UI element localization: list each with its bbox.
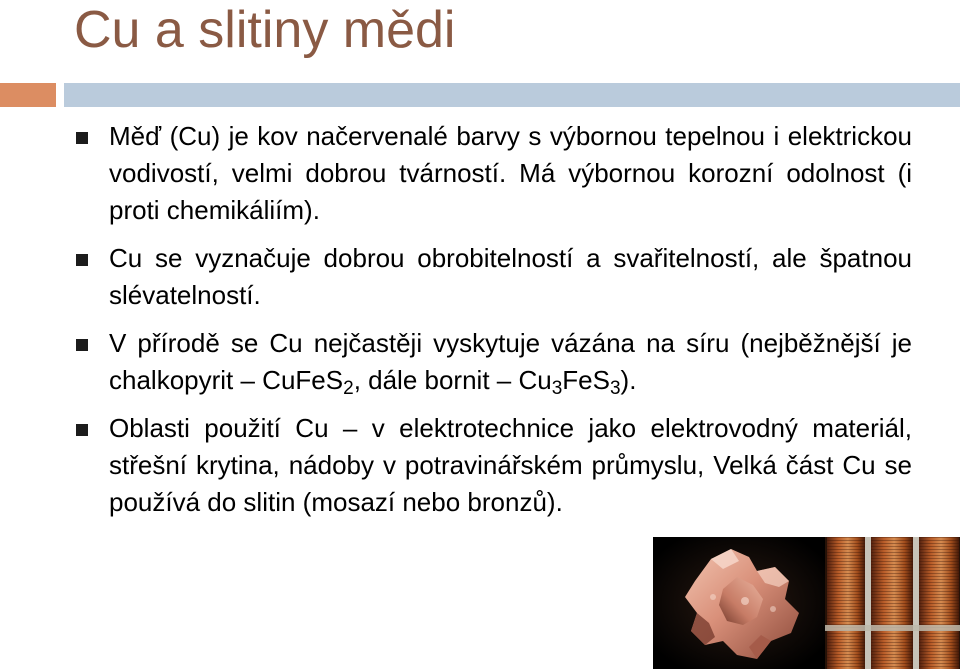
subscript: 2 — [343, 378, 354, 399]
bullet-text: Oblasti použití Cu – v elektrotechnice jako elektrovodný materiál, střešní krytina, nádoby v potravinářském průmyslu, Velká část Cu se používá do slitin (mosazí nebo bronzů). — [109, 413, 912, 517]
subscript: 3 — [551, 378, 563, 399]
bullet-item-applications — [76, 410, 912, 521]
square-bullet-icon — [76, 132, 88, 144]
bullet-item-machinability — [76, 240, 912, 314]
bullet-text: Cu se vyznačuje dobrou obrobitelností a svařitelností, ale špatnou slévatelností. — [109, 243, 912, 310]
bullet-list — [76, 118, 912, 521]
text-fragment: V přírodě se Cu nejčastěji vyskytuje vázána na síru (nejběžnější je chalkopyrit – CuFeS — [109, 328, 912, 395]
square-bullet-icon — [76, 339, 88, 351]
square-bullet-icon — [76, 424, 88, 436]
square-bullet-icon — [76, 254, 88, 266]
native-copper-photo — [653, 537, 825, 669]
accent-bar-right — [64, 83, 960, 107]
accent-bar-left — [0, 83, 56, 107]
bullet-text: Měď (Cu) je kov načervenalé barvy s výbornou tepelnou i elektrickou vodivostí, velmi dobrou tvárností. Má výbornou korozní odolnost (i proti chemikáliím). — [109, 121, 912, 225]
bullet-item-natural-occurrence — [76, 325, 912, 399]
subscript: 3 — [609, 378, 621, 399]
photo-group — [653, 537, 960, 669]
bullet-item-copper-properties — [76, 118, 912, 229]
copper-coils-photo — [825, 537, 960, 669]
slide-title: Cu a slitiny mědi — [74, 1, 456, 59]
text-fragment: FeS — [562, 365, 610, 395]
bullet-text — [109, 328, 912, 399]
text-fragment: , dále bornit – Cu — [353, 365, 552, 395]
text-fragment: ). — [620, 365, 637, 395]
